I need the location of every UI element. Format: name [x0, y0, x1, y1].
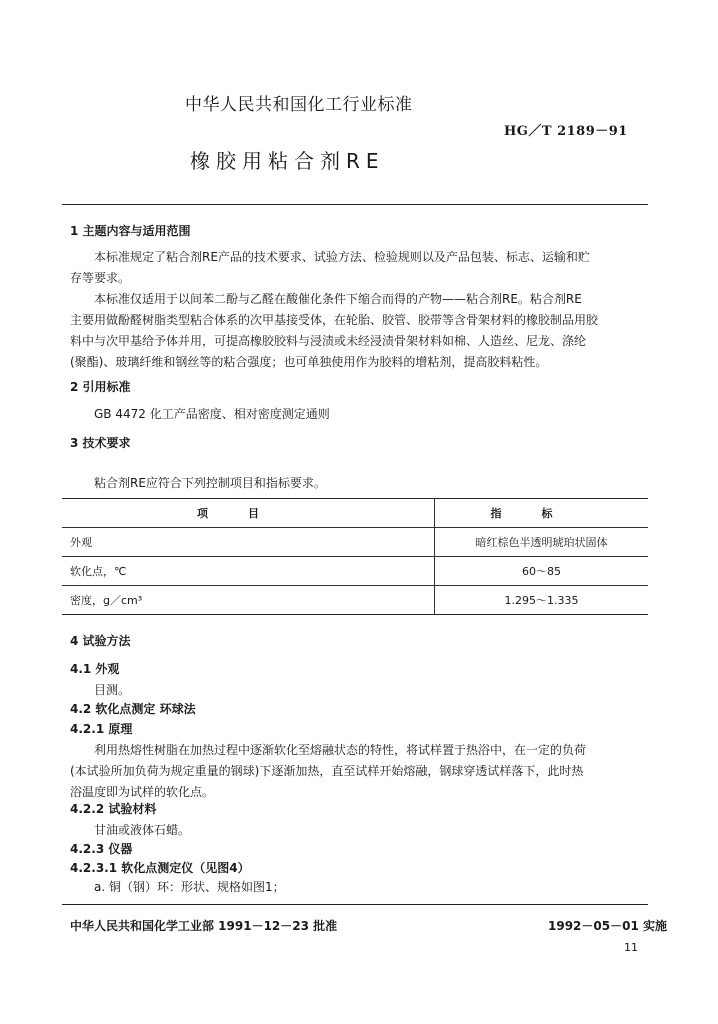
section-4-heading: 4 试验方法 [70, 634, 131, 648]
document-title: 橡胶用粘合剂RE [190, 149, 385, 173]
table-header-row [62, 499, 648, 528]
section-1-paragraph-2-line-3: 料中与次甲基给予体并用，可提高橡胶胶料与浸渍或未经浸渍骨架材料如棉、人造丝、尼龙、涤纶 [70, 334, 587, 348]
section-2-heading: 2 引用标准 [70, 380, 131, 394]
issuing-organization: 中华人民共和国化工行业标准 [185, 95, 413, 115]
subsection-4-1-text: 目测。 [94, 683, 131, 697]
header-rule [62, 204, 648, 205]
column-header-item: 项目 [62, 499, 435, 528]
subsection-4-2-1-line-3: 浴温度即为试样的软化点。 [70, 785, 215, 799]
page-number: 11 [624, 941, 638, 954]
row-item: 外观 [62, 528, 435, 557]
column-header-index: 指标 [435, 499, 649, 528]
subsection-4-2-3-1-item-a: a. 铜（钢）环：形状、规格如图1； [94, 880, 285, 894]
standard-code: HG／T 2189－91 [504, 124, 628, 139]
subsection-4-2-2-text: 甘油或液体石蜡。 [94, 823, 191, 837]
subsection-4-2-1-line-1: 利用热熔性树脂在加热过程中逐渐软化至熔融状态的特性，将试样置于热浴中，在一定的负荷 [94, 743, 587, 757]
table-row [62, 586, 648, 615]
table-row [62, 557, 648, 586]
section-1-paragraph-1-cont: 存等要求。 [70, 271, 131, 285]
table-row [62, 528, 648, 557]
subsection-4-2-3-1-heading: 4.2.3.1 软化点测定仪（见图4） [70, 861, 250, 875]
section-3-heading: 3 技术要求 [70, 436, 131, 450]
effective-date: 1992－05－01 实施 [548, 919, 667, 933]
subsection-4-2-1-line-2: (本试验所加负荷为规定重量的钢球)下逐渐加热，直至试样开始熔融，钢球穿透试样落下，此时热 [70, 764, 584, 778]
subsection-4-2-2-heading: 4.2.2 试验材料 [70, 802, 157, 816]
row-value: 1.295～1.335 [435, 586, 649, 615]
row-item: 软化点，℃ [62, 557, 435, 586]
footer-rule [62, 904, 648, 905]
row-value: 60～85 [435, 557, 649, 586]
section-1-paragraph-2: 本标准仅适用于以间苯二酚与乙醛在酸催化条件下缩合而得的产物——粘合剂RE。粘合剂RE [94, 292, 582, 306]
subsection-4-2-heading: 4.2 软化点测定 环球法 [70, 702, 196, 716]
section-1-heading: 1 主题内容与适用范围 [70, 224, 191, 238]
section-1-paragraph-2-line-2: 主要用做酚醛树脂类型粘合体系的次甲基接受体，在轮胎、胶管、胶带等含骨架材料的橡胶制品用胶 [70, 313, 599, 327]
referenced-standard: GB 4472 化工产品密度、相对密度测定通则 [94, 407, 330, 421]
section-3-intro: 粘合剂RE应符合下列控制项目和指标要求。 [94, 476, 326, 490]
approval-statement: 中华人民共和国化学工业部 1991－12－23 批准 [70, 919, 338, 933]
subsection-4-2-3-heading: 4.2.3 仪器 [70, 842, 133, 856]
requirements-table [62, 498, 648, 615]
section-1-paragraph-2-line-4: (聚酯)、玻璃纤维和钢丝等的粘合强度；也可单独使用作为胶料的增粘剂，提高胶料粘性。 [70, 355, 548, 369]
row-value: 暗红棕色半透明琥珀状固体 [435, 528, 649, 557]
row-item: 密度，g／cm³ [62, 586, 435, 615]
subsection-4-1-heading: 4.1 外观 [70, 662, 120, 676]
subsection-4-2-1-heading: 4.2.1 原理 [70, 722, 133, 736]
section-1-paragraph-1: 本标准规定了粘合剂RE产品的技术要求、试验方法、检验规则以及产品包装、标志、运输和贮 [94, 250, 590, 264]
